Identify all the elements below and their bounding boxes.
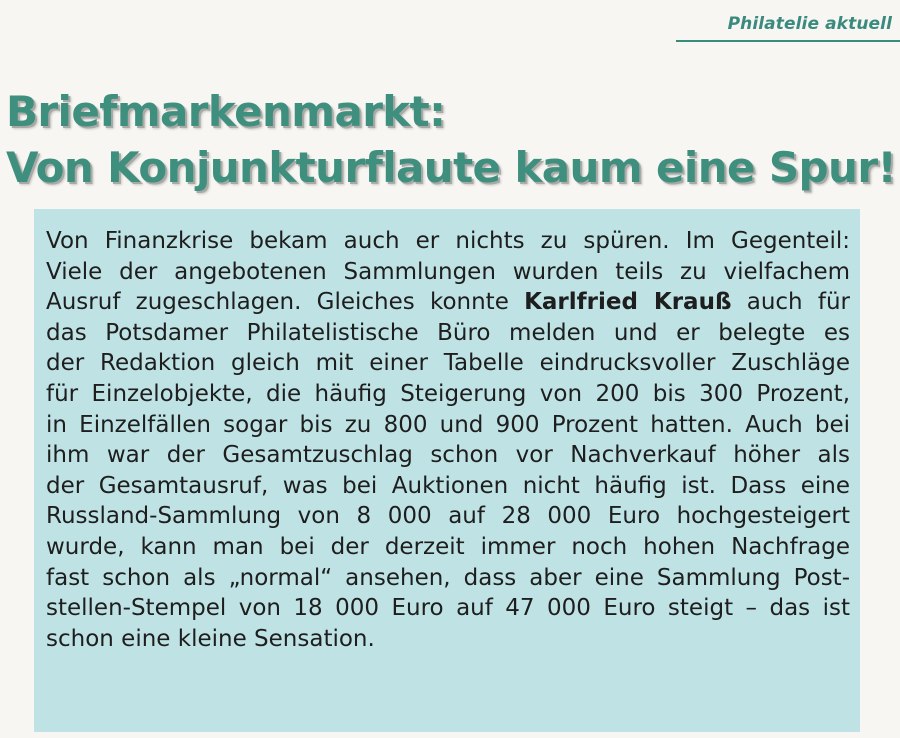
article-line-8: ihm war der Gesamtzuschlag schon vor Nachverkauf höher als (46, 442, 850, 469)
headline (6, 84, 896, 196)
article-line-14: schon eine kleine Sensation. (46, 625, 375, 652)
article-line-3 (46, 287, 850, 318)
header-rule (676, 40, 900, 42)
article-line-12: fast schon als „normal“ ansehen, dass aber eine Sammlung Post- (46, 564, 850, 591)
article-line-3-end: auch für (731, 289, 850, 316)
article-line-11: wurde, kann man bei der derzeit immer noch hohen Nachfrage (46, 533, 850, 560)
article-line-10: Russland-Sammlung von 8 000 auf 28 000 Euro hochgesteigert (46, 503, 850, 530)
article-line-3-start: Ausruf zugeschlagen. Gleiches konnte (46, 289, 525, 316)
article-line-13: stellen-Stempel von 18 000 Euro auf 47 000 Euro steigt – das ist (46, 595, 850, 622)
article-line-2: Viele der angebotenen Sammlungen wurden teils zu vielfachem (46, 258, 850, 285)
article-line-9: der Gesamtausruf, was bei Auktionen nicht häufig ist. Dass eine (46, 472, 850, 499)
article-line-4: das Potsdamer Philatelistische Büro melden und er belegte es (46, 319, 850, 346)
headline-line-1: Briefmarkenmarkt: (6, 87, 446, 136)
article-line-5: der Redaktion gleich mit einer Tabelle eindrucksvoller Zuschläge (46, 350, 850, 377)
article-line-6: für Einzelobjekte, die häufig Steigerung von 200 bis 300 Prozent, (46, 380, 850, 407)
section-label: Philatelie aktuell (727, 14, 892, 34)
article-body (46, 226, 850, 654)
headline-line-2: Von Konjunkturflaute kaum eine Spur! (6, 143, 896, 192)
person-name: Karlfried Krauß (524, 289, 732, 316)
article-line-1: Von Finanzkrise bekam auch er nichts zu spüren. Im Gegenteil: (46, 228, 850, 254)
article-line-7: in Einzelfällen sogar bis zu 800 und 900 Prozent hatten. Auch bei (46, 411, 850, 438)
article-box (34, 209, 860, 732)
